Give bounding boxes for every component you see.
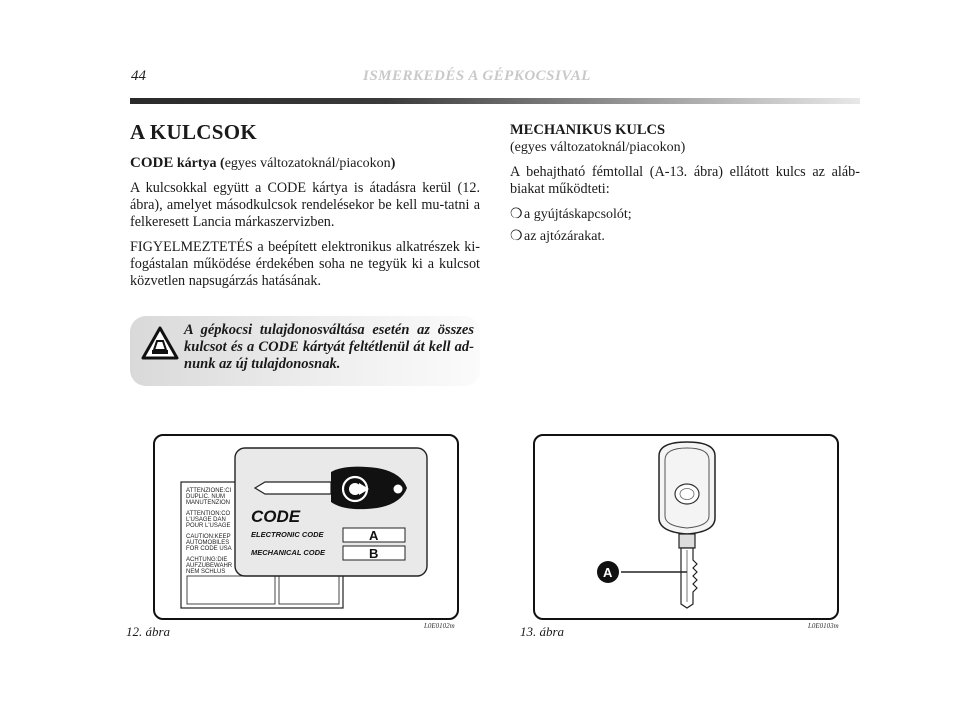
- running-header-title: ISMERKEDÉS A GÉPKOCSIVAL: [363, 68, 591, 84]
- back-card-line: AUTOMOBILES: [186, 540, 230, 546]
- header-rule: [130, 98, 860, 104]
- variant-note: egyes változatoknál/piacokon: [224, 156, 391, 171]
- callout-a: A: [603, 565, 613, 580]
- back-card-line: MANUTENZION: [186, 500, 230, 506]
- mechanical-code-value: B: [369, 546, 379, 561]
- kartya-label: kártya: [176, 156, 217, 171]
- mechanical-code-label: MECHANICAL CODE: [251, 548, 326, 557]
- bullet-ignition: [510, 206, 860, 223]
- electronic-code-label: ELECTRONIC CODE: [251, 530, 324, 539]
- back-card-line: NEM SCHLUS: [186, 569, 226, 575]
- mechanical-key-heading: MECHANIKUS KULCS: [510, 122, 666, 138]
- mechanical-key-subheading: (egyes változatoknál/piacokon): [510, 140, 686, 155]
- back-card-line: ATTENZIONE:CI: [186, 488, 232, 494]
- back-card-line: POUR L'USAGE: [186, 523, 231, 529]
- card-title-code: CODE: [251, 507, 301, 526]
- figure-13-mechanical-key: [533, 434, 839, 620]
- back-card-line: ACHTUNG:DIE: [186, 557, 228, 563]
- back-card-line: FOR CODE USA: [186, 546, 232, 552]
- paragraph-code-card: A kulcsokkal együtt a CODE kártya is átadásra kerül (12. ábra), amelyet másodkulcsok rendelésekor be kell mu-tatni a felkeresett Lancia márkaszervizben.: [130, 180, 480, 230]
- back-card-line: CAUTION:KEEP: [186, 534, 231, 540]
- mechanical-key-illustration: [535, 436, 837, 618]
- figure-12-code-card: [153, 434, 459, 620]
- paragraph-warning-sunlight: FIGYELMEZTETÉS a beépített elektronikus alkatrészek ki-fogástalan működése érdekében soha ne tegyük ki a kulcsot közvetlen napsugárzás hatásának.: [130, 239, 480, 289]
- paren-open: (: [220, 156, 225, 171]
- bullet-door-locks: [510, 228, 860, 245]
- figure-12-caption: 12. ábra: [126, 624, 171, 639]
- bullet-text: a gyújtáskapcsolót;: [524, 207, 632, 222]
- paren-close: ): [390, 156, 396, 171]
- mechanical-key-paragraph: A behajtható fémtollal (A-13. ábra) ellátott kulcs az aláb-biakat működteti:: [510, 164, 860, 197]
- warning-box: [130, 316, 480, 386]
- figure-13-code: L0E0103m: [808, 622, 839, 630]
- back-card-line: DUPLIC. NUM: [186, 494, 226, 500]
- code-label: CODE: [130, 155, 174, 171]
- warning-text: A gépkocsi tulajdonosváltása esetén az összes kulcsot és a CODE kártyát feltétlenül át kell ad-nunk az új tulajdonosnak.: [184, 322, 474, 372]
- code-card-illustration: [155, 436, 457, 618]
- section-heading: A KULCSOK: [130, 120, 257, 144]
- bullet-marker: ❍: [510, 229, 523, 244]
- back-card-line: L'USAGE DAN: [186, 517, 226, 523]
- left-column: [130, 120, 480, 298]
- page-number: 44: [131, 68, 146, 84]
- bullet-marker: ❍: [510, 207, 523, 222]
- bullet-text: az ajtózárakat.: [524, 229, 605, 244]
- figure-12-code: L0E0102m: [424, 622, 455, 630]
- right-column: [510, 120, 860, 250]
- figure-13-caption: 13. ábra: [520, 624, 565, 639]
- warning-triangle-icon: [140, 324, 180, 362]
- code-card-subheading: [130, 155, 480, 172]
- back-card-line: AUFZUBEWAHR: [186, 563, 233, 569]
- electronic-code-value: A: [369, 528, 379, 543]
- back-card-line: ATTENTION:CO: [186, 511, 231, 517]
